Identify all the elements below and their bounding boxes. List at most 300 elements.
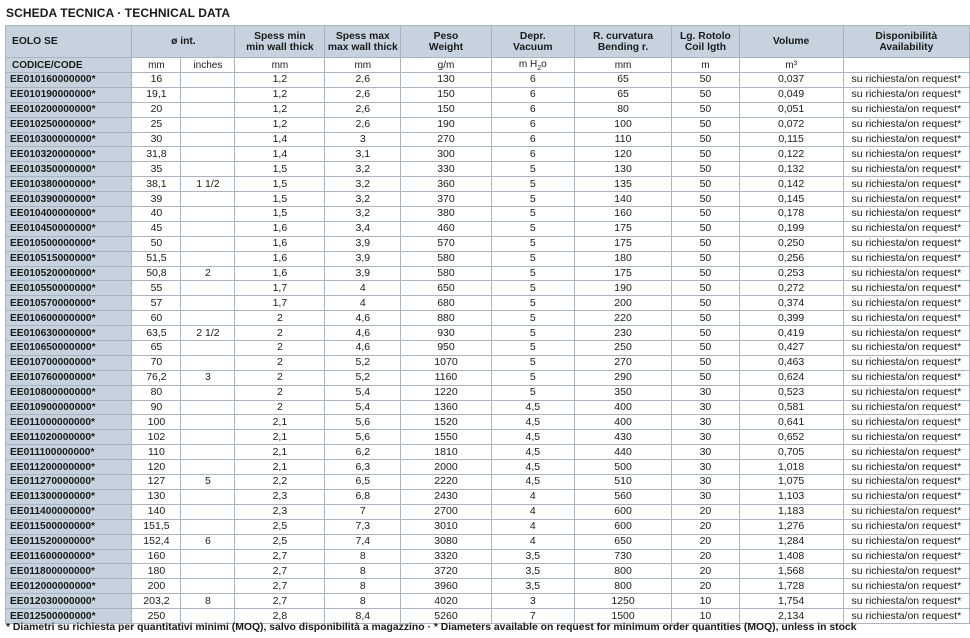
cell-bending-radius: 140 xyxy=(574,192,671,207)
cell-vacuum: 5 xyxy=(491,236,574,251)
cell-max-wall-thickness: 7 xyxy=(325,504,401,519)
cell-diameter-inches xyxy=(181,489,235,504)
table-row xyxy=(6,519,970,534)
table-row xyxy=(6,87,970,102)
cell-volume: 0,523 xyxy=(739,385,843,400)
cell-volume: 0,051 xyxy=(739,102,843,117)
cell-max-wall-thickness: 3 xyxy=(325,132,401,147)
cell-coil-length: 30 xyxy=(672,460,739,475)
cell-diameter-inches xyxy=(181,296,235,311)
cell-bending-radius: 800 xyxy=(574,564,671,579)
cell-bending-radius: 1500 xyxy=(574,609,671,624)
cell-min-wall-thickness: 1,6 xyxy=(235,251,325,266)
cell-vacuum: 4,5 xyxy=(491,430,574,445)
cell-max-wall-thickness: 4,6 xyxy=(325,326,401,341)
cell-bending-radius: 400 xyxy=(574,400,671,415)
cell-diameter-inches: 8 xyxy=(181,594,235,609)
cell-diameter-mm: 65 xyxy=(132,341,181,356)
cell-coil-length: 50 xyxy=(672,162,739,177)
cell-diameter-mm: 70 xyxy=(132,355,181,370)
cell-diameter-mm: 90 xyxy=(132,400,181,415)
cell-vacuum: 4 xyxy=(491,519,574,534)
cell-volume: 1,728 xyxy=(739,579,843,594)
cell-bending-radius: 135 xyxy=(574,177,671,192)
cell-code: EE010700000000* xyxy=(6,355,132,370)
cell-vacuum: 5 xyxy=(491,370,574,385)
cell-min-wall-thickness: 2 xyxy=(235,400,325,415)
cell-min-wall-thickness: 1,4 xyxy=(235,147,325,162)
cell-availability: su richiesta/on request* xyxy=(843,341,969,356)
cell-min-wall-thickness: 2,7 xyxy=(235,564,325,579)
cell-vacuum: 4 xyxy=(491,534,574,549)
cell-volume: 0,250 xyxy=(739,236,843,251)
cell-code: EE011200000000* xyxy=(6,460,132,475)
cell-bending-radius: 160 xyxy=(574,207,671,222)
cell-bending-radius: 650 xyxy=(574,534,671,549)
cell-availability: su richiesta/on request* xyxy=(843,504,969,519)
cell-bending-radius: 110 xyxy=(574,132,671,147)
cell-volume: 0,256 xyxy=(739,251,843,266)
cell-weight: 330 xyxy=(401,162,492,177)
cell-coil-length: 30 xyxy=(672,400,739,415)
cell-coil-length: 20 xyxy=(672,579,739,594)
cell-code: EE010600000000* xyxy=(6,311,132,326)
cell-vacuum: 3,5 xyxy=(491,549,574,564)
cell-weight: 380 xyxy=(401,207,492,222)
cell-bending-radius: 800 xyxy=(574,579,671,594)
cell-availability: su richiesta/on request* xyxy=(843,162,969,177)
cell-diameter-mm: 30 xyxy=(132,132,181,147)
cell-max-wall-thickness: 4,6 xyxy=(325,341,401,356)
cell-weight: 3720 xyxy=(401,564,492,579)
cell-coil-length: 50 xyxy=(672,236,739,251)
cell-weight: 2430 xyxy=(401,489,492,504)
cell-max-wall-thickness: 3,2 xyxy=(325,207,401,222)
cell-diameter-mm: 110 xyxy=(132,445,181,460)
cell-code: EE011000000000* xyxy=(6,415,132,430)
cell-bending-radius: 65 xyxy=(574,87,671,102)
cell-diameter-mm: 31,8 xyxy=(132,147,181,162)
cell-weight: 370 xyxy=(401,192,492,207)
unit-volume: m³ xyxy=(739,58,843,73)
cell-code: EE010515000000* xyxy=(6,251,132,266)
cell-code: EE010520000000* xyxy=(6,266,132,281)
cell-min-wall-thickness: 2 xyxy=(235,355,325,370)
cell-max-wall-thickness: 5,4 xyxy=(325,385,401,400)
cell-coil-length: 50 xyxy=(672,132,739,147)
cell-diameter-inches xyxy=(181,73,235,88)
cell-bending-radius: 190 xyxy=(574,281,671,296)
table-row xyxy=(6,147,970,162)
cell-vacuum: 5 xyxy=(491,296,574,311)
table-row xyxy=(6,132,970,147)
cell-code: EE011020000000* xyxy=(6,430,132,445)
table-row xyxy=(6,504,970,519)
cell-min-wall-thickness: 2,5 xyxy=(235,534,325,549)
cell-code: EE011520000000* xyxy=(6,534,132,549)
cell-vacuum: 5 xyxy=(491,281,574,296)
cell-vacuum: 4,5 xyxy=(491,445,574,460)
cell-vacuum: 6 xyxy=(491,73,574,88)
unit-spess-max: mm xyxy=(325,58,401,73)
cell-weight: 270 xyxy=(401,132,492,147)
cell-bending-radius: 250 xyxy=(574,341,671,356)
cell-diameter-inches xyxy=(181,579,235,594)
table-row xyxy=(6,236,970,251)
cell-min-wall-thickness: 1,4 xyxy=(235,132,325,147)
cell-code: EE012030000000* xyxy=(6,594,132,609)
cell-coil-length: 50 xyxy=(672,370,739,385)
cell-min-wall-thickness: 2 xyxy=(235,370,325,385)
cell-coil-length: 10 xyxy=(672,594,739,609)
cell-bending-radius: 600 xyxy=(574,504,671,519)
cell-max-wall-thickness: 3,2 xyxy=(325,192,401,207)
cell-diameter-mm: 152,4 xyxy=(132,534,181,549)
cell-volume: 0,122 xyxy=(739,147,843,162)
cell-diameter-mm: 45 xyxy=(132,221,181,236)
table-row xyxy=(6,475,970,490)
cell-availability: su richiesta/on request* xyxy=(843,192,969,207)
cell-weight: 2000 xyxy=(401,460,492,475)
cell-diameter-inches xyxy=(181,460,235,475)
cell-max-wall-thickness: 4 xyxy=(325,281,401,296)
cell-weight: 1220 xyxy=(401,385,492,400)
cell-volume: 0,072 xyxy=(739,117,843,132)
cell-volume: 0,049 xyxy=(739,87,843,102)
cell-coil-length: 50 xyxy=(672,147,739,162)
cell-diameter-inches xyxy=(181,87,235,102)
cell-weight: 1810 xyxy=(401,445,492,460)
cell-diameter-inches xyxy=(181,400,235,415)
unit-spess-min: mm xyxy=(235,58,325,73)
cell-bending-radius: 80 xyxy=(574,102,671,117)
cell-bending-radius: 120 xyxy=(574,147,671,162)
header-diameter: ø int. xyxy=(132,26,235,58)
cell-max-wall-thickness: 8,4 xyxy=(325,609,401,624)
cell-max-wall-thickness: 2,6 xyxy=(325,102,401,117)
table-row xyxy=(6,415,970,430)
cell-code: EE011800000000* xyxy=(6,564,132,579)
cell-bending-radius: 350 xyxy=(574,385,671,400)
table-row xyxy=(6,579,970,594)
cell-code: EE010650000000* xyxy=(6,341,132,356)
table-row xyxy=(6,162,970,177)
cell-volume: 0,272 xyxy=(739,281,843,296)
cell-diameter-inches xyxy=(181,415,235,430)
table-row xyxy=(6,266,970,281)
cell-min-wall-thickness: 2,2 xyxy=(235,475,325,490)
cell-code: EE010200000000* xyxy=(6,102,132,117)
cell-diameter-inches: 5 xyxy=(181,475,235,490)
cell-weight: 4020 xyxy=(401,594,492,609)
cell-vacuum: 5 xyxy=(491,177,574,192)
cell-bending-radius: 230 xyxy=(574,326,671,341)
cell-coil-length: 50 xyxy=(672,87,739,102)
cell-diameter-mm: 25 xyxy=(132,117,181,132)
cell-code: EE011400000000* xyxy=(6,504,132,519)
cell-volume: 1,408 xyxy=(739,549,843,564)
cell-min-wall-thickness: 2 xyxy=(235,385,325,400)
cell-volume: 0,641 xyxy=(739,415,843,430)
cell-code: EE010400000000* xyxy=(6,207,132,222)
cell-vacuum: 6 xyxy=(491,102,574,117)
cell-diameter-inches xyxy=(181,355,235,370)
cell-diameter-mm: 76,2 xyxy=(132,370,181,385)
cell-diameter-inches: 3 xyxy=(181,370,235,385)
cell-min-wall-thickness: 2,5 xyxy=(235,519,325,534)
cell-diameter-mm: 151,5 xyxy=(132,519,181,534)
cell-diameter-inches xyxy=(181,445,235,460)
cell-max-wall-thickness: 5,2 xyxy=(325,370,401,385)
cell-vacuum: 6 xyxy=(491,147,574,162)
cell-diameter-mm: 55 xyxy=(132,281,181,296)
cell-volume: 0,419 xyxy=(739,326,843,341)
technical-data-table xyxy=(5,25,970,624)
cell-bending-radius: 290 xyxy=(574,370,671,385)
cell-coil-length: 20 xyxy=(672,564,739,579)
cell-diameter-inches: 6 xyxy=(181,534,235,549)
cell-volume: 1,075 xyxy=(739,475,843,490)
cell-min-wall-thickness: 1,5 xyxy=(235,162,325,177)
cell-min-wall-thickness: 2,3 xyxy=(235,489,325,504)
header-availability: Disponibilità Availability xyxy=(843,26,969,58)
cell-min-wall-thickness: 2,3 xyxy=(235,504,325,519)
header-product: EOLO SE xyxy=(6,26,132,58)
cell-weight: 880 xyxy=(401,311,492,326)
table-row xyxy=(6,102,970,117)
cell-diameter-inches xyxy=(181,341,235,356)
cell-bending-radius: 65 xyxy=(574,73,671,88)
table-row xyxy=(6,251,970,266)
cell-bending-radius: 440 xyxy=(574,445,671,460)
table-body xyxy=(6,73,970,624)
cell-coil-length: 50 xyxy=(672,192,739,207)
cell-weight: 130 xyxy=(401,73,492,88)
cell-code: EE010380000000* xyxy=(6,177,132,192)
table-row xyxy=(6,221,970,236)
cell-max-wall-thickness: 2,6 xyxy=(325,87,401,102)
cell-vacuum: 5 xyxy=(491,326,574,341)
cell-weight: 460 xyxy=(401,221,492,236)
cell-weight: 580 xyxy=(401,251,492,266)
cell-code: EE011100000000* xyxy=(6,445,132,460)
cell-volume: 0,253 xyxy=(739,266,843,281)
cell-availability: su richiesta/on request* xyxy=(843,579,969,594)
cell-min-wall-thickness: 1,6 xyxy=(235,221,325,236)
unit-weight: g/m xyxy=(401,58,492,73)
cell-availability: su richiesta/on request* xyxy=(843,415,969,430)
cell-availability: su richiesta/on request* xyxy=(843,355,969,370)
cell-min-wall-thickness: 2,1 xyxy=(235,460,325,475)
cell-bending-radius: 1250 xyxy=(574,594,671,609)
cell-code: EE011270000000* xyxy=(6,475,132,490)
cell-bending-radius: 220 xyxy=(574,311,671,326)
cell-bending-radius: 430 xyxy=(574,430,671,445)
cell-min-wall-thickness: 1,5 xyxy=(235,192,325,207)
cell-coil-length: 10 xyxy=(672,609,739,624)
header-weight: Peso Weight xyxy=(401,26,492,58)
cell-min-wall-thickness: 1,2 xyxy=(235,73,325,88)
cell-max-wall-thickness: 5,6 xyxy=(325,430,401,445)
table-row xyxy=(6,534,970,549)
cell-bending-radius: 130 xyxy=(574,162,671,177)
cell-vacuum: 5 xyxy=(491,341,574,356)
cell-volume: 0,581 xyxy=(739,400,843,415)
cell-min-wall-thickness: 2,7 xyxy=(235,594,325,609)
cell-diameter-inches xyxy=(181,207,235,222)
cell-volume: 0,399 xyxy=(739,311,843,326)
cell-diameter-inches xyxy=(181,504,235,519)
cell-diameter-inches xyxy=(181,192,235,207)
cell-weight: 680 xyxy=(401,296,492,311)
cell-min-wall-thickness: 2,1 xyxy=(235,445,325,460)
cell-min-wall-thickness: 1,7 xyxy=(235,281,325,296)
cell-min-wall-thickness: 1,6 xyxy=(235,236,325,251)
cell-coil-length: 50 xyxy=(672,311,739,326)
cell-volume: 0,145 xyxy=(739,192,843,207)
cell-coil-length: 30 xyxy=(672,445,739,460)
cell-min-wall-thickness: 2,1 xyxy=(235,430,325,445)
cell-vacuum: 4 xyxy=(491,504,574,519)
header-spess-min: Spess min min wall thick xyxy=(235,26,325,58)
cell-bending-radius: 500 xyxy=(574,460,671,475)
cell-coil-length: 50 xyxy=(672,326,739,341)
cell-max-wall-thickness: 2,6 xyxy=(325,117,401,132)
cell-volume: 0,427 xyxy=(739,341,843,356)
cell-volume: 0,037 xyxy=(739,73,843,88)
cell-vacuum: 5 xyxy=(491,251,574,266)
cell-volume: 0,178 xyxy=(739,207,843,222)
unit-vacuum: m $H_2o$ xyxy=(491,58,574,73)
table-row xyxy=(6,400,970,415)
cell-availability: su richiesta/on request* xyxy=(843,489,969,504)
cell-diameter-inches: 1 1/2 xyxy=(181,177,235,192)
cell-availability: su richiesta/on request* xyxy=(843,207,969,222)
cell-max-wall-thickness: 7,4 xyxy=(325,534,401,549)
cell-max-wall-thickness: 3,1 xyxy=(325,147,401,162)
footnote: * Diametri su richiesta per quantitativi minimi (MOQ), salvo disponibilità a magazzino · * Diameters available on request for minimum order quantities (MOQ), unless in stock xyxy=(6,622,857,633)
cell-availability: su richiesta/on request* xyxy=(843,400,969,415)
cell-diameter-mm: 38,1 xyxy=(132,177,181,192)
cell-diameter-mm: 50 xyxy=(132,236,181,251)
cell-code: EE011600000000* xyxy=(6,549,132,564)
cell-volume: 1,754 xyxy=(739,594,843,609)
cell-diameter-inches xyxy=(181,385,235,400)
cell-weight: 950 xyxy=(401,341,492,356)
cell-availability: su richiesta/on request* xyxy=(843,281,969,296)
cell-vacuum: 5 xyxy=(491,266,574,281)
cell-vacuum: 7 xyxy=(491,609,574,624)
table-row xyxy=(6,594,970,609)
cell-min-wall-thickness: 2,7 xyxy=(235,549,325,564)
cell-max-wall-thickness: 8 xyxy=(325,579,401,594)
table-row xyxy=(6,385,970,400)
cell-diameter-mm: 60 xyxy=(132,311,181,326)
cell-max-wall-thickness: 5,2 xyxy=(325,355,401,370)
table-row xyxy=(6,549,970,564)
cell-volume: 0,199 xyxy=(739,221,843,236)
unit-availability xyxy=(843,58,969,73)
unit-bending-radius: mm xyxy=(574,58,671,73)
cell-max-wall-thickness: 8 xyxy=(325,564,401,579)
table-row xyxy=(6,430,970,445)
units-row xyxy=(6,58,970,73)
cell-vacuum: 3,5 xyxy=(491,579,574,594)
cell-vacuum: 6 xyxy=(491,117,574,132)
table-row xyxy=(6,326,970,341)
cell-volume: 0,705 xyxy=(739,445,843,460)
table-row xyxy=(6,460,970,475)
cell-code: EE010320000000* xyxy=(6,147,132,162)
cell-availability: su richiesta/on request* xyxy=(843,266,969,281)
cell-volume: 0,142 xyxy=(739,177,843,192)
cell-diameter-mm: 102 xyxy=(132,430,181,445)
cell-volume: 0,115 xyxy=(739,132,843,147)
table-row xyxy=(6,370,970,385)
cell-code: EE010350000000* xyxy=(6,162,132,177)
header-volume: Volume xyxy=(739,26,843,58)
cell-diameter-mm: 50,8 xyxy=(132,266,181,281)
cell-vacuum: 5 xyxy=(491,207,574,222)
table-row xyxy=(6,311,970,326)
cell-min-wall-thickness: 1,2 xyxy=(235,87,325,102)
cell-weight: 570 xyxy=(401,236,492,251)
cell-diameter-mm: 130 xyxy=(132,489,181,504)
cell-vacuum: 5 xyxy=(491,355,574,370)
cell-weight: 2700 xyxy=(401,504,492,519)
cell-coil-length: 30 xyxy=(672,415,739,430)
table-row xyxy=(6,192,970,207)
header-spess-max: Spess max max wall thick xyxy=(325,26,401,58)
cell-bending-radius: 175 xyxy=(574,221,671,236)
cell-volume: 0,374 xyxy=(739,296,843,311)
cell-vacuum: 4 xyxy=(491,489,574,504)
cell-weight: 150 xyxy=(401,102,492,117)
cell-volume: 1,284 xyxy=(739,534,843,549)
cell-weight: 190 xyxy=(401,117,492,132)
cell-diameter-inches xyxy=(181,117,235,132)
cell-max-wall-thickness: 4 xyxy=(325,296,401,311)
cell-diameter-mm: 16 xyxy=(132,73,181,88)
cell-max-wall-thickness: 3,9 xyxy=(325,266,401,281)
cell-max-wall-thickness: 6,5 xyxy=(325,475,401,490)
cell-availability: su richiesta/on request* xyxy=(843,296,969,311)
cell-max-wall-thickness: 5,6 xyxy=(325,415,401,430)
cell-volume: 1,103 xyxy=(739,489,843,504)
cell-availability: su richiesta/on request* xyxy=(843,326,969,341)
cell-diameter-mm: 100 xyxy=(132,415,181,430)
cell-code: EE010900000000* xyxy=(6,400,132,415)
table-row xyxy=(6,117,970,132)
cell-max-wall-thickness: 6,8 xyxy=(325,489,401,504)
cell-coil-length: 50 xyxy=(672,341,739,356)
cell-diameter-inches xyxy=(181,132,235,147)
cell-coil-length: 30 xyxy=(672,385,739,400)
cell-code: EE010630000000* xyxy=(6,326,132,341)
cell-availability: su richiesta/on request* xyxy=(843,445,969,460)
cell-diameter-inches xyxy=(181,251,235,266)
cell-vacuum: 3 xyxy=(491,594,574,609)
cell-vacuum: 4,5 xyxy=(491,400,574,415)
cell-coil-length: 50 xyxy=(672,207,739,222)
cell-diameter-inches xyxy=(181,221,235,236)
cell-vacuum: 5 xyxy=(491,162,574,177)
cell-weight: 1160 xyxy=(401,370,492,385)
cell-diameter-mm: 203,2 xyxy=(132,594,181,609)
cell-volume: 0,463 xyxy=(739,355,843,370)
cell-code: EE010500000000* xyxy=(6,236,132,251)
cell-weight: 580 xyxy=(401,266,492,281)
